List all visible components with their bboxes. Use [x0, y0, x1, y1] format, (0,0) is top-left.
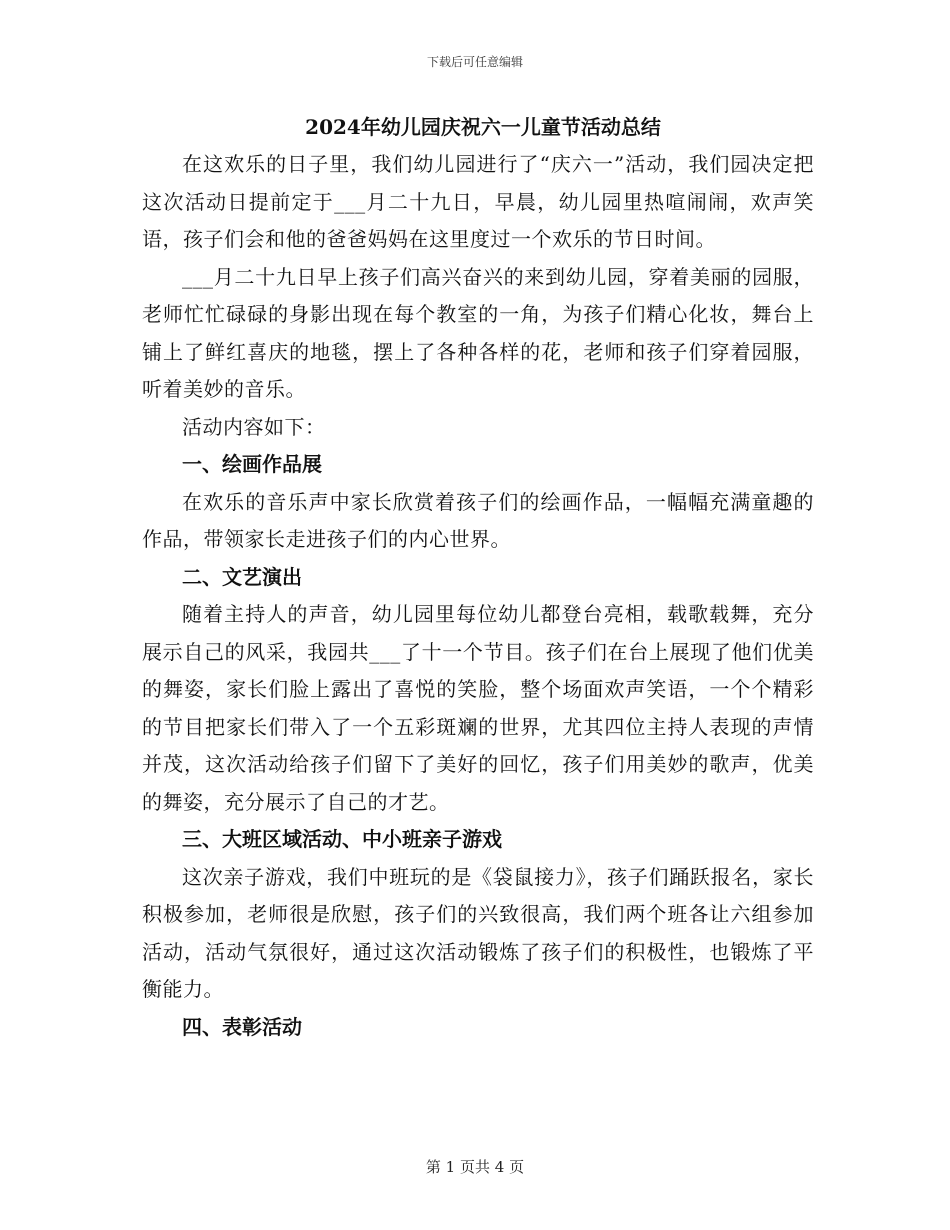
section-paragraph-1: 在欢乐的音乐声中家长欣赏着孩子们的绘画作品，一幅幅充满童趣的作品，带领家长走进孩子们的内心世界。: [142, 489, 814, 551]
section-paragraph-2: 随着主持人的声音，幼儿园里每位幼儿都登台亮相，载歌载舞，充分展示自己的风采，我园共___了十一个节目。孩子们在台上展现了他们优美的舞姿，家长们脸上露出了喜悦的笑脸，整个场面欢声笑语，一个个精彩的节目把家长们带入了一个五彩斑斓的世界，尤其四位主持人表现的声情并茂，这次活动给孩子们留下了美好的回忆，孩子们用美妙的歌声，优美的舞姿，充分展示了自己的才艺。: [142, 602, 814, 814]
intro-paragraph-3: 活动内容如下：: [182, 414, 326, 439]
document-body: [142, 112, 814, 1046]
section-heading-4: 四、表彰活动: [182, 1014, 302, 1039]
header-note: 下载后可任意编辑: [426, 55, 523, 69]
section-heading-2: 二、文艺演出: [182, 564, 302, 589]
section-paragraph-3: 这次亲子游戏，我们中班玩的是《袋鼠接力》，孩子们踊跃报名，家长积极参加，老师很是欣慰，孩子们的兴致很高，我们两个班各让六组参加活动，活动气氛很好，通过这次活动锻炼了孩子们的积极性，也锻炼了平衡能力。: [142, 864, 814, 1001]
document-title: 2024年幼儿园庆祝六一儿童节活动总结: [305, 115, 661, 139]
page-indicator: 第 1 页共 4 页: [425, 1158, 525, 1176]
intro-paragraph-1: 在这欢乐的日子里，我们幼儿园进行了“庆六一”活动，我们园决定把这次活动日提前定于___月二十九日，早晨，幼儿园里热喧闹闹，欢声笑语，孩子们会和他的爸爸妈妈在这里度过一个欢乐的节日时间。: [142, 152, 814, 251]
section-heading-1: 一、绘画作品展: [182, 452, 322, 476]
intro-paragraph-2: ___月二十九日早上孩子们高兴奋兴的来到幼儿园，穿着美丽的园服，老师忙忙碌碌的身影出现在每个教室的一角，为孩子们精心化妆，舞台上铺上了鲜红喜庆的地毯，摆上了各种各样的花，老师和孩子们穿着园服，听着美妙的音乐。: [142, 264, 814, 401]
section-heading-3: 三、大班区域活动、中小班亲子游戏: [182, 827, 502, 851]
